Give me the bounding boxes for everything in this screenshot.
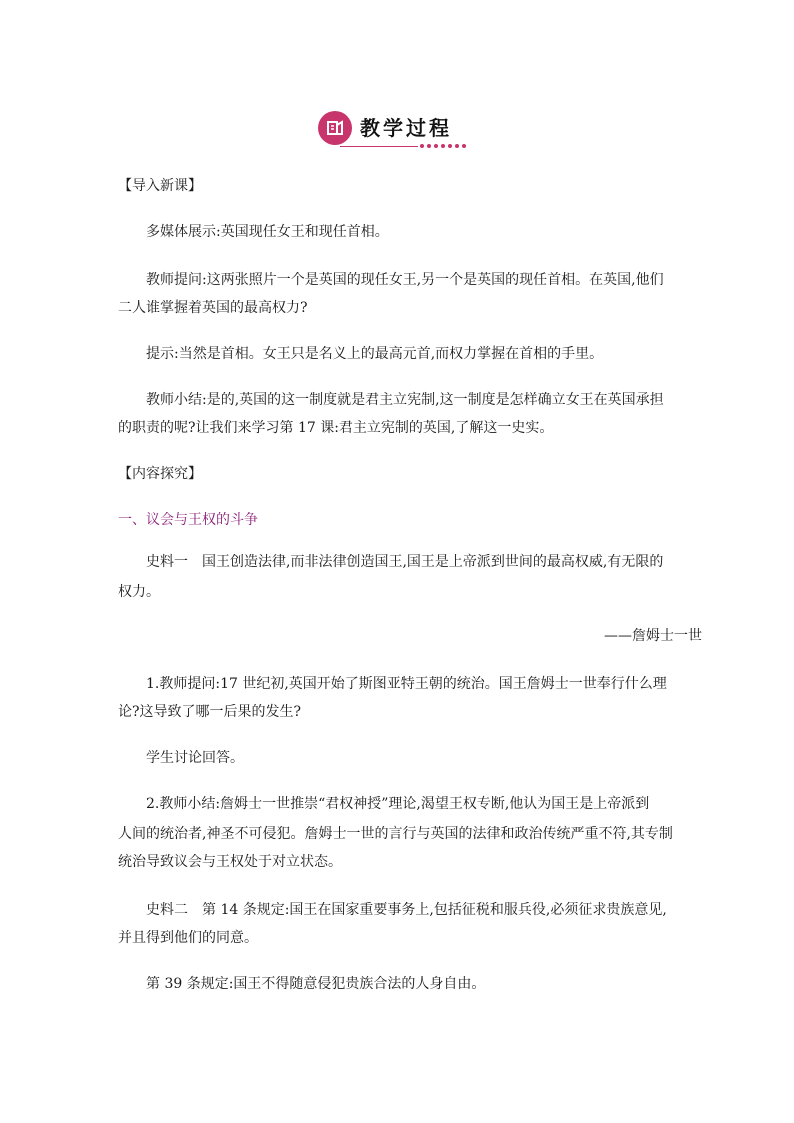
source1-attribution: ——詹姆士一世 (604, 628, 702, 644)
summary2-line1: 2.教师小结:詹姆士一世推崇“君权神授”理论,渴望王权专断,他认为国王是上帝派到 (146, 796, 650, 812)
paragraph-hint: 提示:当然是首相。女王只是名义上的最高元首,而权力掌握在首相的手里。 (146, 346, 604, 362)
subsection-title: 一、议会与王权的斗争 (118, 512, 258, 528)
summary2-line2: 人间的统治者,神圣不可侵犯。詹姆士一世的言行与英国的法律和政治传统严重不符,其专制 (118, 826, 673, 842)
question1-line2: 论?这导致了哪一后果的发生? (118, 704, 302, 720)
explore-heading: 【内容探究】 (118, 466, 202, 482)
paragraph-teacher-question-line2: 二人谁掌握着英国的最高权力? (118, 300, 308, 316)
header-underline (340, 146, 418, 147)
paragraph-teacher-question-line1: 教师提问:这两张照片一个是英国的现任女王,另一个是英国的现任首相。在英国,他们 (146, 272, 664, 288)
article39: 第 39 条规定:国王不得随意侵犯贵族合法的人身自由。 (146, 976, 486, 992)
student-discussion: 学生讨论回答。 (146, 750, 244, 766)
source2-line1: 史料二 第 14 条规定:国王在国家重要事务上,包括征税和服兵役,必须征求贵族意见, (146, 902, 667, 918)
section-header (318, 108, 468, 152)
header-dots (420, 144, 466, 148)
summary2-line3: 统治导致议会与王权处于对立状态。 (118, 854, 342, 870)
paragraph-multimedia: 多媒体展示:英国现任女王和现任首相。 (146, 224, 389, 240)
paragraph-summary-line1: 教师小结:是的,英国的这一制度就是君主立宪制,这一制度是怎样确立女王在英国承担 (146, 392, 664, 408)
source1-line2: 权力。 (118, 584, 160, 600)
source1-line1: 史料一 国王创造法律,而非法律创造国王,国王是上帝派到世间的最高权威,有无限的 (146, 554, 664, 570)
paragraph-summary-line2: 的职责的呢?让我们来学习第 17 课:君主立宪制的英国,了解这一史实。 (118, 420, 554, 436)
question1-line1: 1.教师提问:17 世纪初,英国开始了斯图亚特王朝的统治。国王詹姆士一世奉行什么理 (146, 676, 667, 692)
lesson-badge-icon (318, 111, 352, 145)
source2-line2: 并且得到他们的同意。 (118, 930, 258, 946)
intro-heading: 【导入新课】 (118, 178, 202, 194)
page-title: 教学过程 (360, 116, 452, 140)
